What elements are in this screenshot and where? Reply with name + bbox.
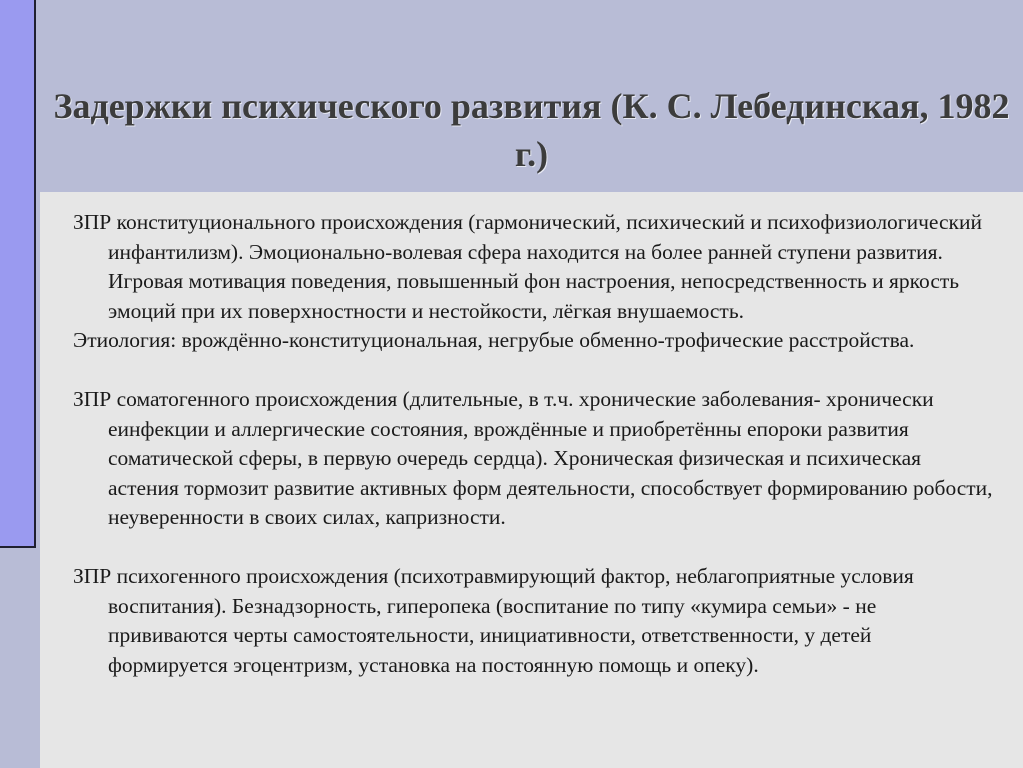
spacer [73, 533, 993, 563]
spacer [73, 356, 993, 386]
paragraph-psychogenic: ЗПР психогенного происхождения (психотравмирующий фактор, неблагоприятные условия воспитания). Безнадзорность, гиперопека (воспитание по типу «кумира семьи» - не прививаются черты самостоятельности, инициативности, ответственности, у детей формируется эгоцентризм, установка на постоянную помощь и опеку). [73, 564, 914, 677]
accent-bar [0, 0, 36, 548]
slide-title: Задержки психического развития (К. С. Лебединская, 1982 г.) [53, 86, 1010, 174]
left-strip [0, 548, 38, 768]
paragraph-etiology: Этиология: врождённо-конституциональная, негрубые обменно-трофические расстройства. [73, 328, 915, 352]
paragraph-constitutional: ЗПР конституционального происхождения (гармонический, психический и психофизиологический инфантилизм). Эмоционально-волевая сфера находится на более ранней ступени развития. Игровая мотивация поведения, повышенный фон настроения, непосредственность и яркость эмоций при их поверхностности и нестойкости, лёгкая внушаемость. [73, 210, 983, 323]
content-panel [40, 192, 1023, 768]
paragraph-somatogenic: ЗПР соматогенного происхождения (длительные, в т.ч. хронические заболевания- хронически еинфекции и аллергические состояния, врождённые и приобретённы епороки развития соматической сферы, в первую очередь сердца). Хроническая физическая и психическая астения тормозит развитие активных форм деятельности, способствует формированию робости, неуверенности в своих силах, капризности. [73, 387, 993, 529]
